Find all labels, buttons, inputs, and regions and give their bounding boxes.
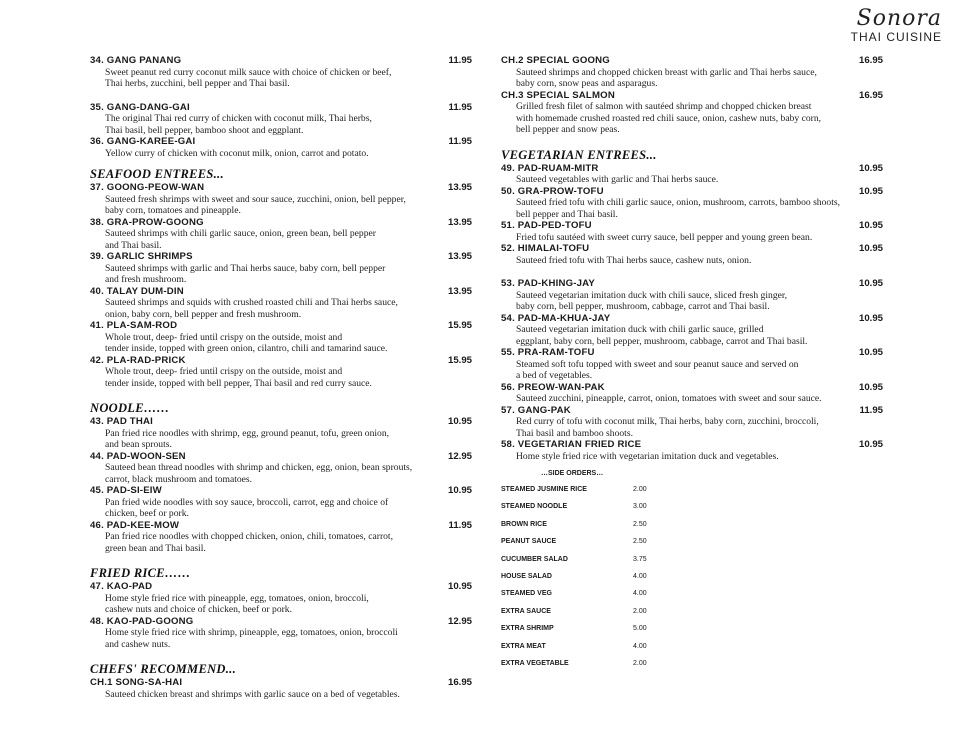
menu-item-price: 11.95 <box>448 519 472 531</box>
description-line: Sauteed vegetarian imitation duck with chili garlic sauce, grilled <box>516 324 764 335</box>
side-order-row <box>501 520 651 537</box>
menu-item-name: 43. PAD THAI <box>90 416 153 427</box>
menu-item <box>501 347 883 382</box>
side-order-name: BROWN RICE <box>501 520 547 528</box>
side-orders-title: …SIDE ORDERS… <box>541 470 604 477</box>
side-order-name: STEAMED NOODLE <box>501 503 568 511</box>
menu-item <box>90 451 472 486</box>
menu-item-description <box>501 290 883 313</box>
description-line: Sauteed shrimps and chopped chicken breast with garlic and Thai herbs sauce, <box>516 66 817 78</box>
menu-item-description <box>90 228 472 251</box>
description-line: Sweet peanut red curry coconut milk sauce with choice of chicken or beef, <box>105 66 392 78</box>
side-order-row <box>501 624 651 641</box>
side-order-name: CUCUMBER SALAD <box>501 555 568 563</box>
menu-item-description <box>501 101 883 136</box>
description-line: Whole trout, deep- fried until crispy on the outside, moist and <box>105 366 343 377</box>
menu-item-name: 56. PREOW-WAN-PAK <box>501 381 605 393</box>
side-order-price: 2.50 <box>633 538 647 546</box>
right-column <box>501 55 883 676</box>
menu-item-price: 10.95 <box>858 381 883 393</box>
description-line: Thai basil and bamboo shoots. <box>516 427 633 439</box>
description-line: eggplant, baby corn, bell pepper, mushroom, cabbage, carrot and Thai basil. <box>516 335 808 347</box>
menu-item-name: 35. GANG-DANG-GAI <box>90 101 190 113</box>
menu-item-price: 16.95 <box>447 677 472 688</box>
vegetarian-section <box>501 148 883 463</box>
menu-item <box>501 220 883 243</box>
description-line: Pan fried rice noodles with shrimp, egg, ground peanut, tofu, green onion, <box>105 427 390 439</box>
side-order-price: 2.00 <box>633 486 647 493</box>
menu-item-price: 10.95 <box>447 416 472 427</box>
seafood-section <box>90 167 472 389</box>
description-line: baby corn, tomatoes and pineapple. <box>105 205 241 216</box>
menu-item-price: 10.95 <box>858 243 883 254</box>
menu-item-description <box>90 263 472 286</box>
description-line: carrot, black mushroom and tomatoes. <box>105 473 253 485</box>
description-line: Home style fried rice with pineapple, egg, tomatoes, onion, broccoli, <box>105 592 369 604</box>
menu-item-name: 37. GOONG-PEOW-WAN <box>90 182 205 193</box>
menu-item-description <box>90 627 472 650</box>
menu-item <box>501 186 883 221</box>
menu-item <box>90 217 472 252</box>
menu-item-description <box>90 297 472 320</box>
description-line: Sauteed zucchini, pineapple, carrot, onion, tomatoes with sweet and sour sauce. <box>516 393 822 404</box>
side-order-row <box>501 589 651 606</box>
menu-item <box>90 616 472 651</box>
description-line: Home style fried rice with shrimp, pineapple, egg, tomatoes, onion, broccoli <box>105 627 398 638</box>
menu-item <box>90 182 472 217</box>
menu-item <box>90 251 472 286</box>
menu-item <box>90 55 472 90</box>
side-order-row <box>501 502 651 519</box>
menu-item-name: 48. KAO-PAD-GOONG <box>90 615 194 627</box>
menu-item-description <box>501 451 883 463</box>
side-order-name: EXTRA VEGETABLE <box>501 659 569 667</box>
menu-item-price: 10.95 <box>858 220 883 231</box>
menu-item-price: 10.95 <box>858 439 883 450</box>
menu-item-price: 12.95 <box>447 450 472 462</box>
menu-item-description <box>501 359 883 382</box>
description-line: Sauteed shrimps with garlic and Thai herbs sauce, baby corn, bell pepper <box>105 262 386 274</box>
side-order-row <box>501 642 651 659</box>
menu-item-name: 54. PAD-MA-KHUA-JAY <box>501 312 611 324</box>
side-order-price: 4.00 <box>633 590 647 598</box>
menu-item <box>90 136 472 159</box>
side-order-name: EXTRA MEAT <box>501 642 546 650</box>
menu-item-price: 10.95 <box>858 185 883 197</box>
side-order-name: PEANUT SAUCE <box>501 538 557 546</box>
description-line: The original Thai red curry of chicken with coconut milk, Thai herbs, <box>105 113 372 124</box>
side-order-row <box>501 659 651 676</box>
side-order-price: 3.00 <box>633 503 647 511</box>
menu-item <box>90 677 472 700</box>
menu-item-price: 10.95 <box>447 581 472 592</box>
side-order-row <box>501 607 651 624</box>
menu-item-description <box>90 428 472 451</box>
menu-item-name: 49. PAD-RUAM-MITR <box>501 162 599 174</box>
menu-item-name: 45. PAD-SI-EIW <box>90 485 162 496</box>
menu-item <box>501 55 883 90</box>
menu-item-description <box>90 593 472 616</box>
menu-item-price: 10.95 <box>858 278 883 289</box>
description-line: Thai basil, bell pepper, bamboo shoot and eggplant. <box>105 124 304 136</box>
menu-item-description <box>90 531 472 554</box>
description-line: Yellow curry of chicken with coconut milk, onion, carrot and potato. <box>105 147 369 159</box>
description-line: Sauteed fried tofu with Thai herbs sauce, cashew nuts, onion. <box>516 254 752 266</box>
description-line: onion, baby corn, bell pepper and fresh mushroom. <box>105 308 302 320</box>
description-line: Sauteed chicken breast and shrimps with garlic sauce on a bed of vegetables. <box>105 688 400 700</box>
menu-item-name: 53. PAD-KHING-JAY <box>501 278 596 289</box>
menu-item-name: 44. PAD-WOON-SEN <box>90 450 186 462</box>
menu-item-price: 13.95 <box>447 216 472 228</box>
menu-item <box>501 439 883 462</box>
menu-item-name: 41. PLA-SAM-ROD <box>90 320 178 331</box>
menu-item-description <box>501 67 883 90</box>
menu-item-name: 50. GRA-PROW-TOFU <box>501 185 604 197</box>
description-line: green bean and Thai basil. <box>105 542 206 554</box>
side-order-name: EXTRA SAUCE <box>501 607 551 615</box>
menu-item-price: 11.95 <box>448 55 472 66</box>
menu-item-description <box>501 416 883 439</box>
menu-item-price: 11.95 <box>448 101 472 113</box>
side-orders-list <box>501 485 651 676</box>
description-line: Pan fried rice noodles with chopped chicken, onion, chili, tomatoes, carrot, <box>105 531 393 542</box>
side-order-price: 4.00 <box>633 572 647 580</box>
description-line: bell pepper and Thai basil. <box>516 208 618 220</box>
fried-rice-section <box>90 566 472 650</box>
side-order-price: 3.75 <box>633 555 647 563</box>
description-line: baby corn, snow peas and asparagus. <box>516 78 658 89</box>
side-order-name: STEAMED VEG <box>501 590 552 598</box>
description-line: cashew nuts and choice of chicken, beef or pork. <box>105 604 293 615</box>
description-line: Fried tofu sautéed with sweet curry sauce, bell pepper and young green bean. <box>516 231 813 243</box>
description-line: Red curry of tofu with coconut milk, Thai herbs, baby corn, zucchini, broccoli, <box>516 416 819 427</box>
menu-item <box>90 355 472 390</box>
description-line: bell pepper and snow peas. <box>516 124 620 135</box>
menu-item-price: 13.95 <box>447 182 472 193</box>
description-line: chicken, beef or pork. <box>105 508 189 519</box>
side-order-price: 5.00 <box>633 625 647 633</box>
menu-item-name: 46. PAD-KEE-MOW <box>90 519 180 531</box>
side-order-price: 2.50 <box>633 520 647 528</box>
menu-item-name: 34. GANG PANANG <box>90 55 182 66</box>
menu-item-name: 36. GANG-KAREE-GAI <box>90 136 196 147</box>
menu-item <box>501 278 883 313</box>
side-order-row <box>501 485 651 502</box>
menu-item-price: 12.95 <box>447 615 472 627</box>
menu-item-price: 15.95 <box>447 354 472 366</box>
description-line: Sauteed shrimps and squids with crushed roasted chili and Thai herbs sauce, <box>105 297 398 308</box>
brand-name: Sonora <box>856 6 942 31</box>
description-line: baby corn, bell pepper, mushroom, cabbage, carrot and Thai basil. <box>516 301 770 312</box>
menu-item-name: 47. KAO-PAD <box>90 581 153 592</box>
description-line: a bed of vegetables. <box>516 370 593 381</box>
description-line: and bean sprouts. <box>105 439 172 450</box>
chefs-cont-section <box>501 55 883 136</box>
description-line: Whole trout, deep- fried until crispy on the outside, moist and <box>105 331 343 343</box>
menu-item-price: 13.95 <box>447 285 472 297</box>
description-line: Sauteed fresh shrimps with sweet and sour sauce, zucchini, onion, bell pepper, <box>105 193 406 205</box>
menu-item-name: 51. PAD-PED-TOFU <box>501 220 592 231</box>
description-line: Home style fried rice with vegetarian imitation duck and vegetables. <box>516 450 779 462</box>
menu-item-name: 52. HIMALAI-TOFU <box>501 243 590 254</box>
menu-item <box>90 286 472 321</box>
menu-item-description <box>501 197 883 220</box>
menu-item <box>90 320 472 355</box>
vegetarian-title: VEGETARIAN ENTREES... <box>501 147 657 162</box>
side-order-price: 4.00 <box>633 642 647 650</box>
description-line: Sauteed vegetables with garlic and Thai herbs sauce. <box>516 174 719 185</box>
menu-item-description <box>90 366 472 389</box>
menu-item-price: 16.95 <box>858 89 883 101</box>
side-order-row <box>501 555 651 572</box>
menu-item <box>90 102 472 137</box>
menu-item-description <box>501 324 883 347</box>
menu-item <box>501 90 883 136</box>
chefs-section <box>90 662 472 700</box>
menu-item-name: 40. TALAY DUM-DIN <box>90 285 184 297</box>
menu-item-name: 57. GANG-PAK <box>501 404 571 416</box>
menu-item-description <box>90 148 472 160</box>
side-order-name: STEAMED JUSMINE RICE <box>501 486 587 493</box>
menu-item-price: 11.95 <box>448 136 472 147</box>
menu-item-price: 10.95 <box>858 162 883 174</box>
menu-item <box>90 416 472 451</box>
seafood-title: SEAFOOD ENTREES... <box>90 167 224 181</box>
menu-item-price: 10.95 <box>858 347 883 358</box>
menu-item-description <box>90 689 472 701</box>
description-line: and cashew nuts. <box>105 638 171 650</box>
description-line: Sauteed fried tofu with chili garlic sauce, onion, mushroom, carrots, bamboo shoots, <box>516 197 840 208</box>
menu-item-name: CH.1 SONG-SA-HAI <box>90 677 183 688</box>
description-line: with homemade crushed roasted red chili sauce, onion, cashew nuts, baby corn, <box>516 112 822 124</box>
curries-section <box>90 55 472 159</box>
fried-rice-title: FRIED RICE…… <box>90 566 191 580</box>
menu-item <box>501 405 883 440</box>
noodle-section <box>90 401 472 554</box>
menu-item-name: 55. PRA-RAM-TOFU <box>501 347 595 358</box>
description-line: tender inside, topped with bell pepper, Thai basil and red curry sauce. <box>105 377 372 389</box>
side-order-price: 2.00 <box>633 659 647 667</box>
menu-item-name: 42. PLA-RAD-PRICK <box>90 354 186 366</box>
description-line: Sauteed bean thread noodles with shrimp and chicken, egg, onion, bean sprouts, <box>105 462 413 473</box>
side-order-price: 2.00 <box>633 607 647 615</box>
side-order-row <box>501 537 651 554</box>
side-orders <box>501 470 651 676</box>
menu-item-name: 38. GRA-PROW-GOONG <box>90 216 204 228</box>
description-line: Thai herbs, zucchini, bell pepper and Thai basil. <box>105 78 290 89</box>
menu-item-price: 10.95 <box>858 312 883 324</box>
menu-item-price: 15.95 <box>447 320 472 331</box>
menu-item <box>501 382 883 405</box>
menu-item-description <box>90 67 472 90</box>
menu-item <box>501 243 883 266</box>
menu-item <box>501 163 883 186</box>
menu-item-description <box>90 332 472 355</box>
description-line: Steamed soft tofu topped with sweet and sour peanut sauce and served on <box>516 358 799 370</box>
description-line: and Thai basil. <box>105 239 162 251</box>
noodle-title: NOODLE…… <box>90 401 170 415</box>
brand-subtitle: THAI CUISINE <box>850 30 942 44</box>
menu-item-description <box>90 462 472 485</box>
menu-item-description <box>501 393 883 405</box>
menu-item-name: 39. GARLIC SHRIMPS <box>90 251 193 262</box>
description-line: Sauteed shrimps with chili garlic sauce, onion, green bean, bell pepper <box>105 228 376 239</box>
chefs-title: CHEFS' RECOMMEND... <box>90 662 237 676</box>
side-order-name: EXTRA SHRIMP <box>501 625 554 633</box>
menu-item-description <box>501 255 883 267</box>
menu-item <box>501 313 883 348</box>
menu-item-price: 16.95 <box>858 55 883 66</box>
description-line: and fresh mushroom. <box>105 274 187 285</box>
menu-item-price: 11.95 <box>859 404 883 416</box>
side-order-row <box>501 572 651 589</box>
menu-item-description <box>90 497 472 520</box>
left-column <box>90 55 472 700</box>
menu-item-description <box>90 113 472 136</box>
menu-item-price: 10.95 <box>447 485 472 496</box>
menu-item <box>90 485 472 520</box>
description-line: Grilled fresh filet of salmon with sautéed shrimp and chopped chicken breast <box>516 101 812 112</box>
brand-logo <box>851 8 942 43</box>
side-order-name: HOUSE SALAD <box>501 572 552 580</box>
menu-item-description <box>501 174 883 186</box>
menu-item-name: CH.3 SPECIAL SALMON <box>501 89 615 101</box>
menu-item-name: CH.2 SPECIAL GOONG <box>501 55 610 66</box>
menu-item <box>90 581 472 616</box>
menu-item-description <box>90 194 472 217</box>
description-line: Pan fried wide noodles with soy sauce, broccoli, carrot, egg and choice of <box>105 496 389 508</box>
description-line: tender inside, topped with green onion, cilantro, chili and tamarind sauce. <box>105 343 388 354</box>
menu-item-price: 13.95 <box>447 251 472 262</box>
menu-item-description <box>501 232 883 244</box>
menu-item <box>90 520 472 555</box>
description-line: Sauteed vegetarian imitation duck with chili sauce, sliced fresh ginger, <box>516 289 788 301</box>
menu-item-name: 58. VEGETARIAN FRIED RICE <box>501 439 642 450</box>
